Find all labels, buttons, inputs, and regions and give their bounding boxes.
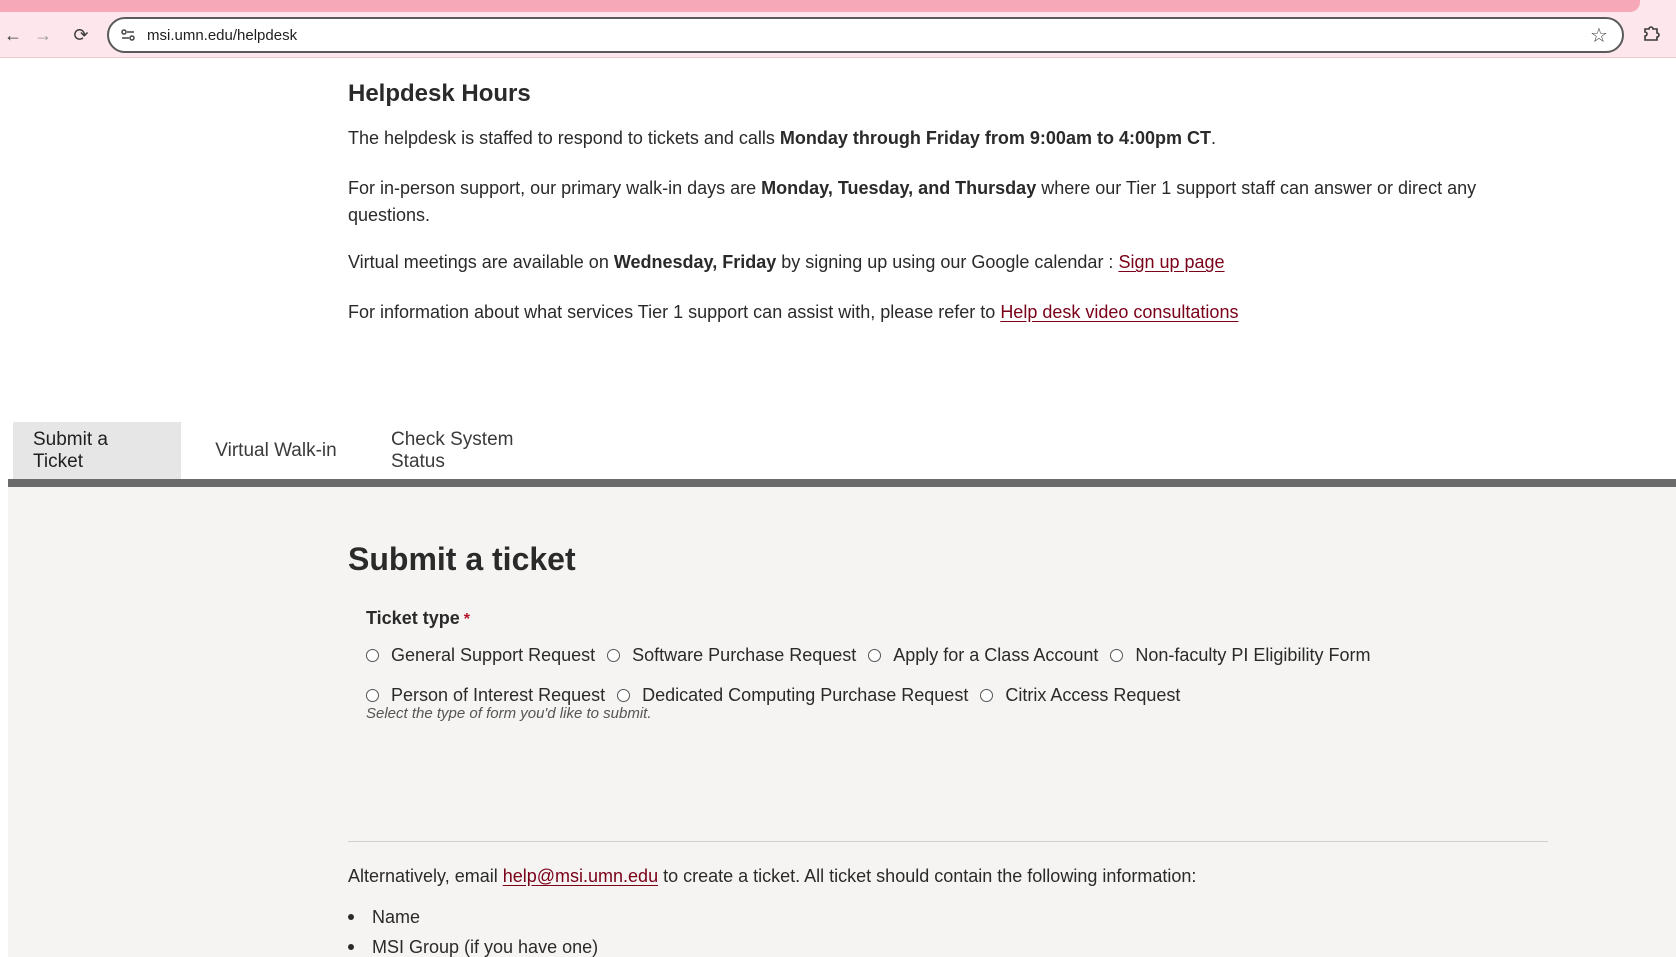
radio-apply-for-class-account[interactable]: Apply for a Class Account: [868, 645, 1098, 666]
back-button[interactable]: [0, 22, 26, 48]
bullet-icon: [348, 914, 354, 920]
tab-check-system-status[interactable]: Check System Status: [391, 428, 514, 472]
url-text[interactable]: msi.umn.edu/helpdesk: [147, 26, 298, 44]
hours-paragraph-3: Virtual meetings are available on Wednesday, Friday by signing up using our Google calendar : Sign up page: [348, 252, 1225, 272]
ticket-type-options-row-1: [366, 645, 1382, 666]
ticket-type-options-row-2: [366, 685, 1192, 706]
sign-up-page-link[interactable]: Sign up page: [1118, 252, 1225, 272]
ticket-type-label: Ticket type *: [366, 608, 470, 628]
radio-dedicated-computing-purchase-request[interactable]: Dedicated Computing Purchase Request: [617, 685, 968, 706]
hours-paragraph-1: The helpdesk is staffed to respond to tickets and calls Monday through Friday from 9:00am to 4:00pm CT.: [348, 128, 1216, 148]
list-item: MSI Group (if you have one): [348, 932, 598, 957]
required-marker: *: [463, 611, 470, 628]
tab-virtual-walk-in[interactable]: Virtual Walk-in: [215, 439, 337, 461]
bookmark-star-icon[interactable]: ☆: [1590, 24, 1608, 47]
tab-strip: [0, 0, 1640, 12]
help-desk-video-consultations-link[interactable]: Help desk video consultations: [1000, 302, 1239, 322]
help-email-link[interactable]: help@msi.umn.edu: [502, 866, 659, 886]
tab-submit-a-ticket[interactable]: Submit a Ticket: [13, 422, 181, 479]
radio-non-faculty-pi-eligibility-form[interactable]: Non-faculty PI Eligibility Form: [1110, 645, 1370, 666]
panel-heading: Submit a ticket: [348, 541, 576, 577]
radio-button[interactable]: [607, 649, 620, 662]
radio-button[interactable]: [617, 689, 630, 702]
radio-button[interactable]: [980, 689, 993, 702]
radio-person-of-interest-request[interactable]: Person of Interest Request: [366, 685, 605, 706]
section-divider: [348, 841, 1548, 842]
forward-arrow-icon: →: [34, 24, 52, 45]
bullet-icon: [348, 944, 354, 950]
extensions-button[interactable]: [1638, 22, 1664, 48]
radio-software-purchase-request[interactable]: Software Purchase Request: [607, 645, 856, 666]
radio-general-support-request[interactable]: General Support Request: [366, 645, 595, 666]
ticket-type-help-text: Select the type of form you'd like to submit.: [366, 705, 652, 722]
tab-divider: [8, 479, 1676, 487]
submit-ticket-panel: [8, 487, 1676, 957]
browser-toolbar: [0, 0, 1676, 58]
puzzle-icon: [1642, 24, 1660, 47]
reload-icon: ⟳: [73, 24, 89, 45]
radio-citrix-access-request[interactable]: Citrix Access Request: [980, 685, 1180, 706]
section-title: Helpdesk Hours: [348, 80, 531, 107]
list-item: Name: [348, 902, 598, 932]
radio-button[interactable]: [366, 649, 379, 662]
forward-button[interactable]: [30, 22, 56, 48]
radio-button[interactable]: [868, 649, 881, 662]
site-settings-icon[interactable]: [119, 26, 137, 44]
required-info-list: [348, 902, 598, 957]
radio-button[interactable]: [1110, 649, 1123, 662]
page-content: [0, 58, 1676, 957]
tab-bar: [13, 422, 565, 479]
radio-button[interactable]: [366, 689, 379, 702]
address-bar[interactable]: [107, 17, 1624, 53]
alternative-email-text: Alternatively, email help@msi.umn.edu to create a ticket. All ticket should contain the following information:: [348, 866, 1197, 886]
reload-button[interactable]: [68, 22, 94, 48]
hours-paragraph-2: For in-person support, our primary walk-in days are Monday, Tuesday, and Thursday where our Tier 1 support staff can answer or direct any questions.: [348, 178, 1477, 225]
hours-paragraph-4: For information about what services Tier 1 support can assist with, please refer to Help desk video consultations: [348, 302, 1239, 322]
back-arrow-icon: ←: [4, 24, 22, 45]
